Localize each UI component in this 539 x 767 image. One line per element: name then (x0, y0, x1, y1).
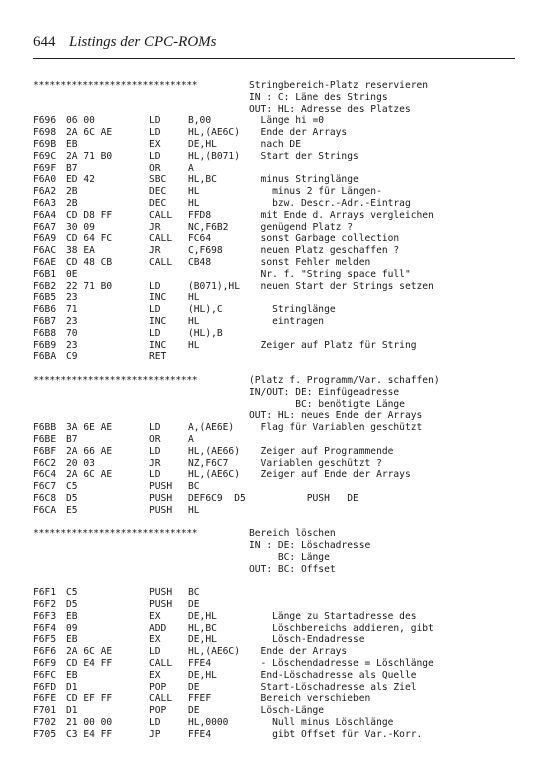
address: F6C4 (33, 469, 57, 481)
operand: DE,HL (188, 138, 217, 150)
opcode-bytes: 06 00 (66, 115, 95, 127)
comment-text: IN : DE: Löschadresse (249, 540, 371, 552)
operand: BC (188, 481, 200, 493)
comment-line (33, 104, 523, 116)
mnemonic: LD (149, 127, 161, 139)
mnemonic: PUSH (149, 504, 173, 516)
address: F6AE (33, 256, 57, 268)
operand: HL (188, 197, 200, 209)
instruction-line (33, 481, 523, 493)
comment-text: neuen Platz geschaffen ? (249, 245, 400, 257)
address: F6FD (33, 681, 57, 693)
comment-text: PUSH DE (249, 492, 359, 504)
operand: HL,(AE66) (188, 445, 240, 457)
comment-line (33, 540, 523, 552)
opcode-bytes: EB (66, 634, 78, 646)
operand: FFE4 (188, 658, 212, 670)
opcode-bytes: EB (66, 669, 78, 681)
comment-text: - Löschendadresse = Löschlänge (249, 658, 434, 670)
mnemonic: CALL (149, 658, 173, 670)
opcode-bytes: C9 (66, 351, 78, 363)
address: F69B (33, 138, 57, 150)
instruction-line (33, 316, 523, 328)
address: F69C (33, 150, 57, 162)
comment-text: Start der Strings (249, 150, 359, 162)
address: F6F4 (33, 622, 57, 634)
mnemonic: PUSH (149, 481, 173, 493)
instruction-line (33, 304, 523, 316)
mnemonic: LD (149, 280, 161, 292)
opcode-bytes: 2A 6C AE (66, 646, 113, 658)
instruction-line (33, 281, 523, 293)
mnemonic: CALL (149, 233, 173, 245)
address: F6FE (33, 693, 57, 705)
mnemonic: CALL (149, 693, 173, 705)
instruction-line (33, 458, 523, 470)
operand: HL (188, 292, 200, 304)
opcode-bytes: EB (66, 610, 78, 622)
opcode-bytes: 09 (66, 622, 78, 634)
address: F6B1 (33, 268, 57, 280)
operand: FC64 (188, 233, 212, 245)
comment-text: Null minus Löschlänge (249, 717, 394, 729)
instruction-line (33, 717, 523, 729)
opcode-bytes: C3 E4 FF (66, 728, 113, 740)
operand: CB48 (188, 256, 212, 268)
comment-text: sonst Fehler melden (249, 256, 371, 268)
instruction-line (33, 210, 523, 222)
section-header-line (33, 528, 523, 540)
instruction-line (33, 505, 523, 517)
comment-line (33, 387, 523, 399)
mnemonic: INC (149, 339, 167, 351)
comment-text: Zeiger auf Programmende (249, 445, 394, 457)
opcode-bytes: 20 03 (66, 457, 95, 469)
instruction-line (33, 646, 523, 658)
operand: HL,BC (188, 174, 217, 186)
instruction-line (33, 658, 523, 670)
section-header-line (33, 375, 523, 387)
instruction-line (33, 493, 523, 505)
comment-text: OUT: HL: Adresse des Platzes (249, 103, 411, 115)
address: F6CA (33, 504, 57, 516)
operand: FFE4 (188, 728, 212, 740)
mnemonic: OR (149, 162, 161, 174)
comment-text: Variablen geschützt ? (249, 457, 382, 469)
comment-text: Länge zu Startadresse des (249, 610, 417, 622)
address: F6A7 (33, 221, 57, 233)
opcode-bytes: CD EF FF (66, 693, 113, 705)
address: F6A4 (33, 209, 57, 221)
opcode-bytes: D1 (66, 681, 78, 693)
address: F6F2 (33, 599, 57, 611)
opcode-bytes: 2B (66, 197, 78, 209)
mnemonic: EX (149, 610, 161, 622)
address: F6FC (33, 669, 57, 681)
mnemonic: INC (149, 315, 167, 327)
opcode-bytes: 0E (66, 268, 78, 280)
opcode-bytes: CD 48 CB (66, 256, 113, 268)
operand: DE (188, 705, 200, 717)
instruction-line (33, 198, 523, 210)
operand: HL,(B071) (188, 150, 240, 162)
instruction-line (33, 351, 523, 363)
operand: A (188, 162, 194, 174)
instruction-line (33, 222, 523, 234)
operand: DE,HL (188, 669, 217, 681)
address: F6B6 (33, 304, 57, 316)
opcode-bytes: B7 (66, 433, 78, 445)
instruction-line (33, 292, 523, 304)
mnemonic: ADD (149, 622, 167, 634)
address: F6B5 (33, 292, 57, 304)
instruction-line (33, 139, 523, 151)
mnemonic: LD (149, 469, 161, 481)
page-header (33, 32, 515, 59)
comment-text: OUT: BC: Offset (249, 563, 336, 575)
instruction-line (33, 257, 523, 269)
opcode-bytes: D1 (66, 705, 78, 717)
mnemonic: SBC (149, 174, 167, 186)
address: F6A0 (33, 174, 57, 186)
comment-text: Nr. f. "String space full" (249, 268, 411, 280)
comment-line (33, 410, 523, 422)
instruction-line (33, 705, 523, 717)
mnemonic: EX (149, 634, 161, 646)
operand: A (188, 433, 194, 445)
operand: (HL),B (188, 327, 223, 339)
opcode-bytes: 2A 6C AE (66, 469, 113, 481)
page-title: Listings der CPC-ROMs (69, 34, 217, 50)
mnemonic: EX (149, 669, 161, 681)
opcode-bytes: 23 (66, 315, 78, 327)
instruction-line (33, 422, 523, 434)
operand: DE (188, 599, 200, 611)
opcode-bytes: 30 09 (66, 221, 95, 233)
address: F698 (33, 127, 57, 139)
mnemonic: PUSH (149, 599, 173, 611)
instruction-line (33, 245, 523, 257)
mnemonic: JP (149, 728, 161, 740)
blank-line (33, 363, 523, 375)
address: F696 (33, 115, 57, 127)
section-title: Bereich löschen (249, 528, 336, 540)
address: F6A9 (33, 233, 57, 245)
instruction-line (33, 446, 523, 458)
blank-line (33, 516, 523, 528)
operand: BC (188, 587, 200, 599)
mnemonic: LD (149, 445, 161, 457)
mnemonic: DEC (149, 186, 167, 198)
comment-text: bzw. Descr.-Adr.-Eintrag (249, 197, 411, 209)
mnemonic: INC (149, 292, 167, 304)
address: F6B2 (33, 280, 57, 292)
address: F6A3 (33, 197, 57, 209)
address: F6A2 (33, 186, 57, 198)
separator-stars: ****************************** (33, 374, 198, 386)
instruction-line (33, 634, 523, 646)
operand: (HL),C (188, 304, 223, 316)
comment-text: Ende der Arrays (249, 646, 348, 658)
address: F6BF (33, 445, 57, 457)
operand: NC,F6B2 (188, 221, 229, 233)
mnemonic: LD (149, 115, 161, 127)
opcode-bytes: 21 00 00 (66, 717, 113, 729)
mnemonic: JR (149, 245, 161, 257)
mnemonic: LD (149, 150, 161, 162)
mnemonic: LD (149, 304, 161, 316)
opcode-bytes: 2B (66, 186, 78, 198)
operand: C,F698 (188, 245, 223, 257)
operand: DE,HL (188, 610, 217, 622)
comment-text: OUT: HL: neues Ende der Arrays (249, 410, 423, 422)
comment-text: Zeiger auf Platz für String (249, 339, 417, 351)
address: F6F1 (33, 587, 57, 599)
instruction-line (33, 693, 523, 705)
instruction-line (33, 151, 523, 163)
address: F6F5 (33, 634, 57, 646)
comment-text: Stringlänge (249, 304, 336, 316)
instruction-line (33, 729, 523, 741)
operand: B,00 (188, 115, 212, 127)
opcode-bytes: 22 71 B0 (66, 280, 113, 292)
comment-text: nach DE (249, 138, 301, 150)
address: F6B8 (33, 327, 57, 339)
section-header-line (33, 80, 523, 92)
comment-text: minus 2 für Längen- (249, 186, 382, 198)
operand: HL (188, 315, 200, 327)
opcode-bytes: 70 (66, 327, 78, 339)
opcode-bytes: B7 (66, 162, 78, 174)
mnemonic: PUSH (149, 492, 173, 504)
comment-text: IN : C: Läne des Strings (249, 91, 388, 103)
operand: DE (188, 681, 200, 693)
operand: A,(AE6E) (188, 422, 235, 434)
comment-text: genügend Platz ? (249, 221, 353, 233)
opcode-bytes: 3A 6E AE (66, 422, 113, 434)
comment-text: Ende der Arrays (249, 127, 348, 139)
opcode-bytes: CD 64 FC (66, 233, 113, 245)
comment-text: Lösch-Länge (249, 705, 325, 717)
opcode-bytes: 2A 66 AE (66, 445, 113, 457)
opcode-bytes: ED 42 (66, 174, 95, 186)
comment-text: Bereich verschieben (249, 693, 371, 705)
operand: FFEF (188, 693, 212, 705)
instruction-line (33, 611, 523, 623)
comment-text: eintragen (249, 315, 325, 327)
mnemonic: DEC (149, 197, 167, 209)
opcode-bytes: C5 (66, 481, 78, 493)
mnemonic: LD (149, 327, 161, 339)
comment-text: sonst Garbage collection (249, 233, 400, 245)
operand: HL,(AE6C) (188, 469, 240, 481)
instruction-line (33, 186, 523, 198)
opcode-bytes: 2A 6C AE (66, 127, 113, 139)
address: F6B7 (33, 315, 57, 327)
instruction-line (33, 233, 523, 245)
comment-text: Länge hi =0 (249, 115, 325, 127)
instruction-line (33, 587, 523, 599)
opcode-bytes: 2A 71 B0 (66, 150, 113, 162)
instruction-line (33, 469, 523, 481)
address: F6BA (33, 351, 57, 363)
separator-stars: ****************************** (33, 528, 198, 540)
comment-text: neuen Start der Strings setzen (249, 280, 434, 292)
address: F6F9 (33, 658, 57, 670)
comment-text: BC: benötigte Länge (249, 398, 405, 410)
opcode-bytes: E5 (66, 504, 78, 516)
mnemonic: JR (149, 221, 161, 233)
operand: DE,HL (188, 634, 217, 646)
blank-line (33, 575, 523, 587)
operand: (B071),HL (188, 280, 240, 292)
opcode-bytes: C5 (66, 587, 78, 599)
mnemonic: CALL (149, 256, 173, 268)
comment-line (33, 399, 523, 411)
operand: HL (188, 504, 200, 516)
instruction-line (33, 174, 523, 186)
opcode-bytes: CD D8 FF (66, 209, 113, 221)
address: F69F (33, 162, 57, 174)
address: F701 (33, 705, 57, 717)
mnemonic: OR (149, 433, 161, 445)
operand: HL (188, 186, 200, 198)
instruction-line (33, 328, 523, 340)
opcode-bytes: 23 (66, 339, 78, 351)
comment-text: BC: Länge (249, 551, 330, 563)
mnemonic: EX (149, 138, 161, 150)
separator-stars: ****************************** (33, 80, 198, 91)
mnemonic: PUSH (149, 587, 173, 599)
operand: HL,(AE6C) (188, 646, 240, 658)
comment-text: minus Stringlänge (249, 174, 359, 186)
mnemonic: LD (149, 422, 161, 434)
opcode-bytes: CD E4 FF (66, 658, 113, 670)
mnemonic: CALL (149, 209, 173, 221)
comment-text: Löschbereichs addieren, gibt (249, 622, 434, 634)
instruction-line (33, 670, 523, 682)
comment-line (33, 552, 523, 564)
operand: HL,(AE6C) (188, 127, 240, 139)
address: F6BB (33, 422, 57, 434)
mnemonic: LD (149, 646, 161, 658)
operand: NZ,F6C7 (188, 457, 229, 469)
instruction-line (33, 434, 523, 446)
comment-line (33, 92, 523, 104)
address: F6B9 (33, 339, 57, 351)
operand: HL,0000 (188, 717, 229, 729)
opcode-bytes: 23 (66, 292, 78, 304)
comment-line (33, 564, 523, 576)
instruction-line (33, 599, 523, 611)
comment-text: Flag für Variablen geschützt (249, 422, 423, 434)
section-title: Stringbereich-Platz reservieren (249, 80, 429, 91)
operand: DEF6C9 D5 (188, 492, 246, 504)
operand: FFD8 (188, 209, 212, 221)
comment-text: Zeiger auf Ende der Arrays (249, 469, 411, 481)
mnemonic: JR (149, 457, 161, 469)
page-number: 644 (33, 34, 56, 50)
opcode-bytes: D5 (66, 492, 78, 504)
opcode-bytes: 38 EA (66, 245, 95, 257)
comment-text: Start-Löschadresse als Ziel (249, 681, 417, 693)
address: F6F3 (33, 610, 57, 622)
address: F6BE (33, 433, 57, 445)
address: F6C8 (33, 492, 57, 504)
address: F705 (33, 728, 57, 740)
mnemonic: LD (149, 717, 161, 729)
opcode-bytes: 71 (66, 304, 78, 316)
opcode-bytes: D5 (66, 599, 78, 611)
operand: HL (188, 339, 200, 351)
comment-text: gibt Offset für Var.-Korr. (249, 728, 423, 740)
instruction-line (33, 115, 523, 127)
address: F6AC (33, 245, 57, 257)
address: F702 (33, 717, 57, 729)
mnemonic: RET (149, 351, 167, 363)
mnemonic: POP (149, 681, 167, 693)
instruction-line (33, 163, 523, 175)
address: F6F6 (33, 646, 57, 658)
section-title: (Platz f. Programm/Var. schaffen) (249, 374, 440, 386)
mnemonic: POP (149, 705, 167, 717)
comment-text: Lösch-Endadresse (249, 634, 365, 646)
instruction-line (33, 269, 523, 281)
opcode-bytes: EB (66, 138, 78, 150)
comment-text: mit Ende d. Arrays vergleichen (249, 209, 434, 221)
address: F6C2 (33, 457, 57, 469)
operand: HL,BC (188, 622, 217, 634)
instruction-line (33, 623, 523, 635)
instruction-line (33, 127, 523, 139)
comment-text: End-Löschadresse als Quelle (249, 669, 417, 681)
assembly-listing (33, 80, 523, 741)
instruction-line (33, 340, 523, 352)
address: F6C7 (33, 481, 57, 493)
comment-text: IN/OUT: DE: Einfügeadresse (249, 386, 400, 398)
instruction-line (33, 682, 523, 694)
